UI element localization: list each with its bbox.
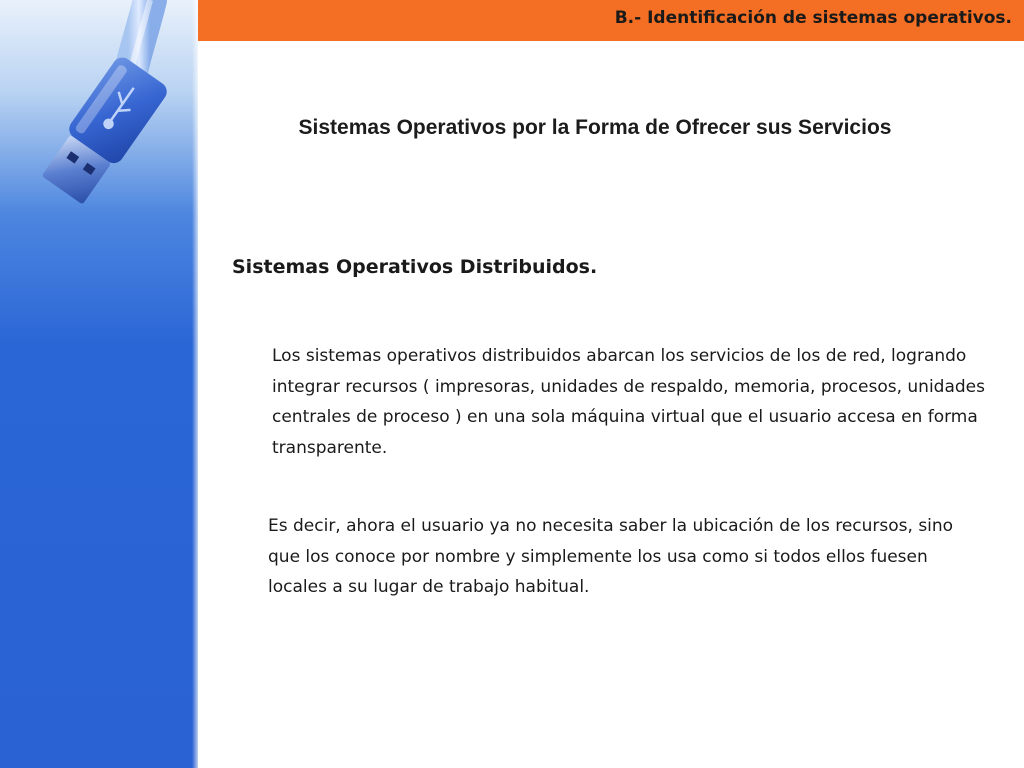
paragraph-explanation: Es decir, ahora el usuario ya no necesita saber la ubicación de los recursos, sino que los conoce por nombre y simplemente los usa como si todos ellos fuesen locales a su lugar de trabajo habitual.	[268, 516, 954, 597]
header-bar	[198, 0, 1024, 41]
paragraph-distributed-description: Los sistemas operativos distribuidos abarcan los servicios de los de red, logrando integrar recursos ( impresoras, unidades de respaldo, memoria, procesos, unidades centrales de proceso ) en una sola máquina virtual que el usuario accesa en forma transparente.	[272, 346, 985, 458]
usb-connector-icon	[0, 0, 200, 230]
slide-title: Sistemas Operativos por la Forma de Ofrecer sus Servicios	[298, 116, 892, 139]
section-subtitle: Sistemas Operativos Distribuidos.	[232, 256, 598, 278]
header-title: B.- Identificación de sistemas operativos.	[614, 8, 1012, 28]
